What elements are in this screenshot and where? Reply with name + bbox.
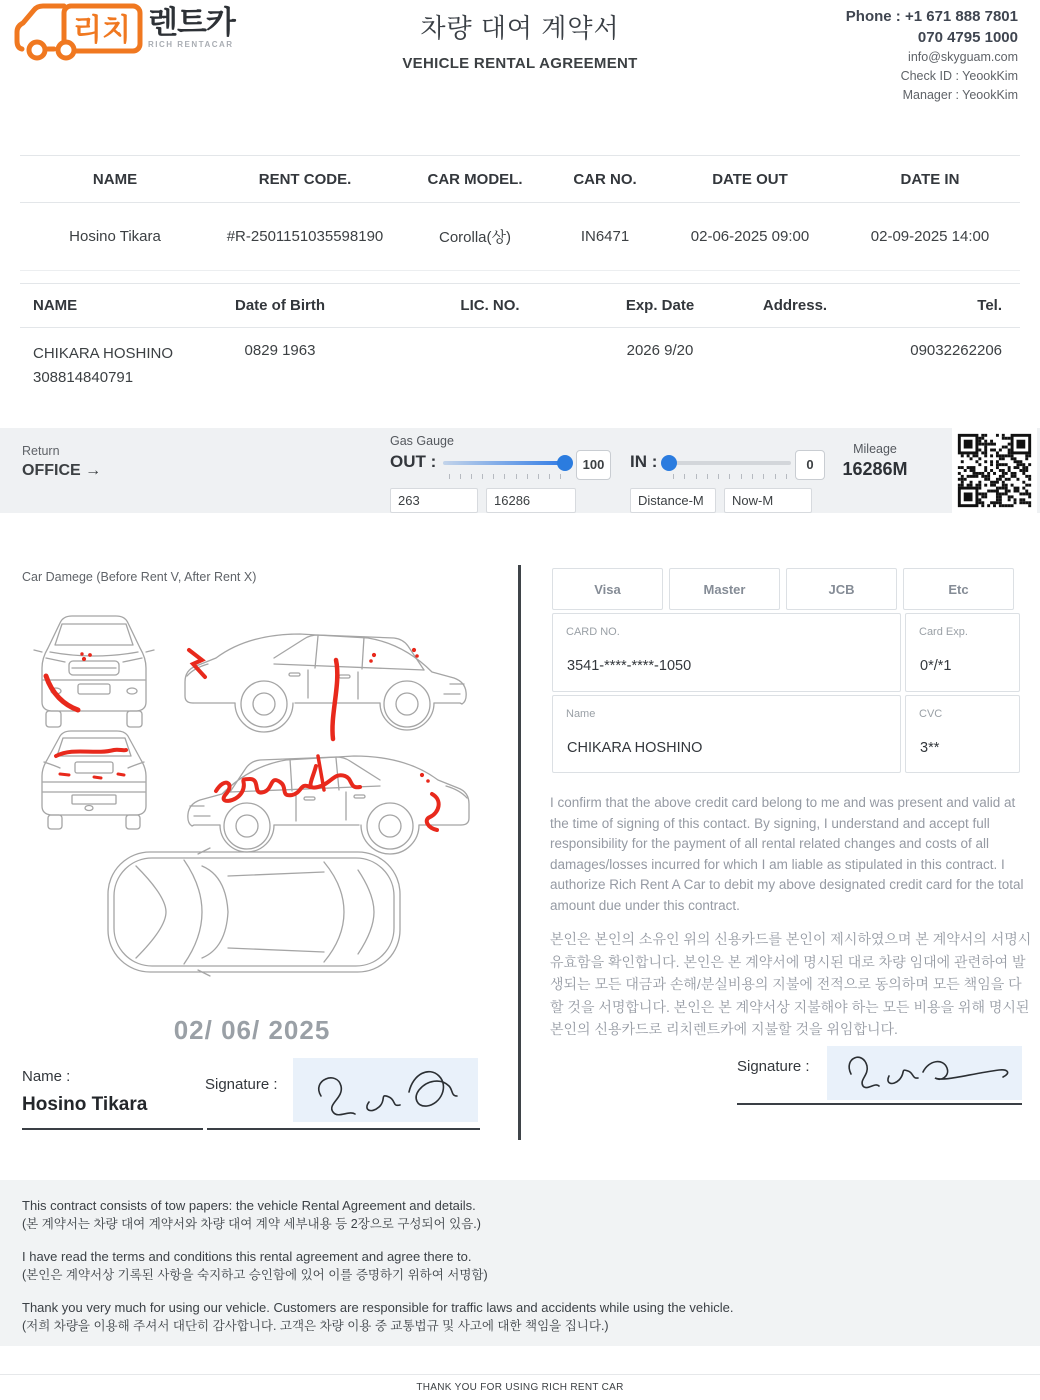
driver-name xyxy=(20,342,190,390)
svg-text:리치: 리치 xyxy=(73,14,131,47)
gas-out-value[interactable]: 100 xyxy=(576,450,611,480)
col-dob: Date of Birth xyxy=(235,297,325,314)
footer-line-3-en: Thank you very much for using our vehicle. Customers are responsible for traffic laws and accidents while using the vehicle. xyxy=(22,1300,734,1315)
col-rent-code: RENT CODE. xyxy=(258,170,352,188)
column-divider xyxy=(518,565,521,1140)
tab-visa[interactable]: Visa xyxy=(552,568,663,610)
driver-table xyxy=(20,283,1020,390)
col-car-no: CAR NO. xyxy=(573,170,637,188)
driver-table-header xyxy=(20,283,1020,328)
col-address: Address. xyxy=(762,297,828,314)
driver-table-row xyxy=(20,328,1020,390)
card-exp-field[interactable] xyxy=(905,613,1020,692)
gas-out-ticks xyxy=(449,474,561,479)
tab-etc[interactable]: Etc xyxy=(903,568,1014,610)
left-signature-underline xyxy=(207,1128,480,1130)
card-name-field[interactable] xyxy=(552,695,901,773)
driver-name-line1: CHIKARA HOSHINO xyxy=(33,345,174,362)
rent-code: #R-2501151035598190 xyxy=(226,228,384,245)
gas-gauge-section xyxy=(0,428,1040,513)
driver-exp-date: 2026 9/20 xyxy=(626,342,694,359)
card-confirmation-kr: 본인은 본인의 소유인 위의 신용카드를 본인이 제시하였으며 본 계약서의 서명시 유효함을 확인합니다. 본인은 본 계약서에 명시된 대로 차량 임대에 관련하여 발생되는 모든 대금과 손해/분실비용의 지불에 전적으로 동의하며 모든 책임을 다할 것을 서명합니다. 본인은 본 계약서상 지불해야 하는 모든 비용을 위해 명시된 본인의 신용카드로 리치렌트카에 지불할 것을 위임합니다. xyxy=(550,931,1032,1037)
left-name-value: Hosino Tikara xyxy=(22,1094,148,1115)
agreement-date: 02/ 06/ 2025 xyxy=(173,1015,331,1045)
check-id: Check ID : YeookKim xyxy=(900,69,1018,83)
terms-footer xyxy=(0,1180,1040,1346)
driver-name-line2: 308814840791 xyxy=(33,369,134,386)
right-signature-label: Signature : xyxy=(737,1058,810,1075)
rental-table xyxy=(20,155,1020,271)
card-name-label: Name xyxy=(566,708,596,720)
gas-in-slider-track[interactable] xyxy=(663,461,791,465)
name-underline xyxy=(22,1128,203,1130)
col-driver-name: NAME xyxy=(33,297,78,314)
gas-in-value[interactable]: 0 xyxy=(795,450,825,480)
card-name-value: CHIKARA HOSHINO xyxy=(567,740,703,756)
gas-out-slider[interactable] xyxy=(443,455,567,471)
office-return-label: OFFICE → xyxy=(22,462,102,479)
col-tel: Tel. xyxy=(977,297,1002,314)
out-now-input[interactable]: 16286 xyxy=(486,488,576,513)
gas-out-slider-track[interactable] xyxy=(443,461,567,465)
left-signature-label: Signature : xyxy=(205,1076,278,1093)
mileage-value: 16286M xyxy=(842,459,908,479)
phone-line-2: 070 4795 1000 xyxy=(917,29,1018,46)
logo-kr-text: 렌트카 xyxy=(148,5,235,40)
driver-tel: 09032262206 xyxy=(910,342,1002,359)
col-date-in: DATE IN xyxy=(900,170,960,188)
col-date-out: DATE OUT xyxy=(712,170,788,188)
manager: Manager : YeookKim xyxy=(902,88,1018,102)
mileage-label: Mileage xyxy=(853,442,897,456)
cardholder-signature[interactable] xyxy=(827,1046,1022,1100)
tab-jcb[interactable]: JCB xyxy=(786,568,897,610)
footer-line-2-kr: (본인은 계약서상 기록된 사항을 숙지하고 승인함에 있어 이를 증명하기 위하여 서명함) xyxy=(22,1268,488,1282)
thank-you-line: THANK YOU FOR USING RICH RENT CAR xyxy=(416,1382,624,1393)
car-damage-diagram[interactable] xyxy=(18,598,508,998)
gas-in-label: IN : xyxy=(630,452,658,471)
card-cvc-label: CVC xyxy=(919,708,943,720)
card-cvc-value: 3** xyxy=(920,740,940,756)
phone-line-1: Phone : +1 671 888 7801 xyxy=(845,8,1018,25)
footer-line-3-kr: (저희 차량을 이용해 주셔서 대단히 감사합니다. 고객은 차량 이용 중 교통법규 및 사고에 대한 책임을 집니다.) xyxy=(22,1319,609,1333)
logo-subtext: RICH RENTACAR xyxy=(148,40,234,49)
gas-in-slider[interactable] xyxy=(663,455,791,471)
card-number-label: CARD NO. xyxy=(566,626,620,638)
gas-in-slider-thumb[interactable] xyxy=(661,455,677,471)
rental-table-header xyxy=(20,155,1020,203)
tab-master[interactable]: Master xyxy=(669,568,780,610)
card-number-value: 3541-****-****-1050 xyxy=(567,658,692,674)
card-cvc-field[interactable] xyxy=(905,695,1020,773)
left-name-label: Name : xyxy=(22,1068,71,1085)
card-exp-label: Card Exp. xyxy=(919,626,968,638)
email: info@skyguam.com xyxy=(908,50,1018,64)
page-title-en: VEHICLE RENTAL AGREEMENT xyxy=(402,55,638,72)
in-now-input[interactable]: Now-M xyxy=(724,488,812,513)
driver-dob: 0829 1963 xyxy=(244,342,316,359)
car-damage-title: Car Damege (Before Rent V, After Rent X) xyxy=(22,570,257,584)
renter-name: Hosino Tikara xyxy=(69,228,161,245)
right-signature-underline xyxy=(737,1103,1022,1105)
renter-signature[interactable] xyxy=(293,1058,478,1122)
col-name: NAME xyxy=(92,170,138,188)
car-model: Corolla(상) xyxy=(439,229,511,246)
footer-line-2-en: I have read the terms and conditions this rental agreement and agree there to. xyxy=(22,1249,472,1264)
footer-line-1-en: This contract consists of tow papers: the vehicle Rental Agreement and details. xyxy=(22,1198,476,1213)
card-type-tabs xyxy=(552,568,1014,610)
footer-line-1-kr: (본 계약서는 차량 대여 계약서와 차량 대여 계약 세부내용 등 2장으로 구성되어 있음.) xyxy=(22,1217,481,1231)
qr-code xyxy=(952,428,1037,513)
card-number-field[interactable] xyxy=(552,613,901,692)
date-in: 02-09-2025 14:00 xyxy=(870,228,990,245)
card-exp-value: 0*/*1 xyxy=(920,658,952,674)
gas-in-ticks xyxy=(673,474,787,479)
gas-out-slider-thumb[interactable] xyxy=(557,455,573,471)
date-out: 02-06-2025 09:00 xyxy=(690,228,810,245)
rental-table-row xyxy=(20,203,1020,271)
gas-out-label: OUT : xyxy=(390,452,437,471)
car-no: IN6471 xyxy=(580,228,630,245)
gas-gauge-label: Gas Gauge xyxy=(390,434,454,448)
out-distance-input[interactable]: 263 xyxy=(390,488,478,513)
col-exp-date: Exp. Date xyxy=(625,297,695,314)
card-confirmation-en: I confirm that the above credit card belong to me and was present and valid at the time of signing of this contact. By signing, I understand and accept full responsibility for the payment of all rental related changes and costs of all damages/losses incurred for which I am liable as stipulated in this contract. I authorize Rich Rent A Car to debit my above designated credit card for the total amount due under this contract. xyxy=(550,795,1024,913)
page-title-kr: 차량 대여 계약서 xyxy=(420,13,620,43)
return-label: Return xyxy=(22,444,60,458)
bottom-divider xyxy=(0,1374,1040,1375)
col-lic-no: LIC. NO. xyxy=(460,297,520,314)
col-car-model: CAR MODEL. xyxy=(427,170,523,188)
in-distance-input[interactable]: Distance-M xyxy=(630,488,716,513)
contact-info xyxy=(846,6,1018,105)
